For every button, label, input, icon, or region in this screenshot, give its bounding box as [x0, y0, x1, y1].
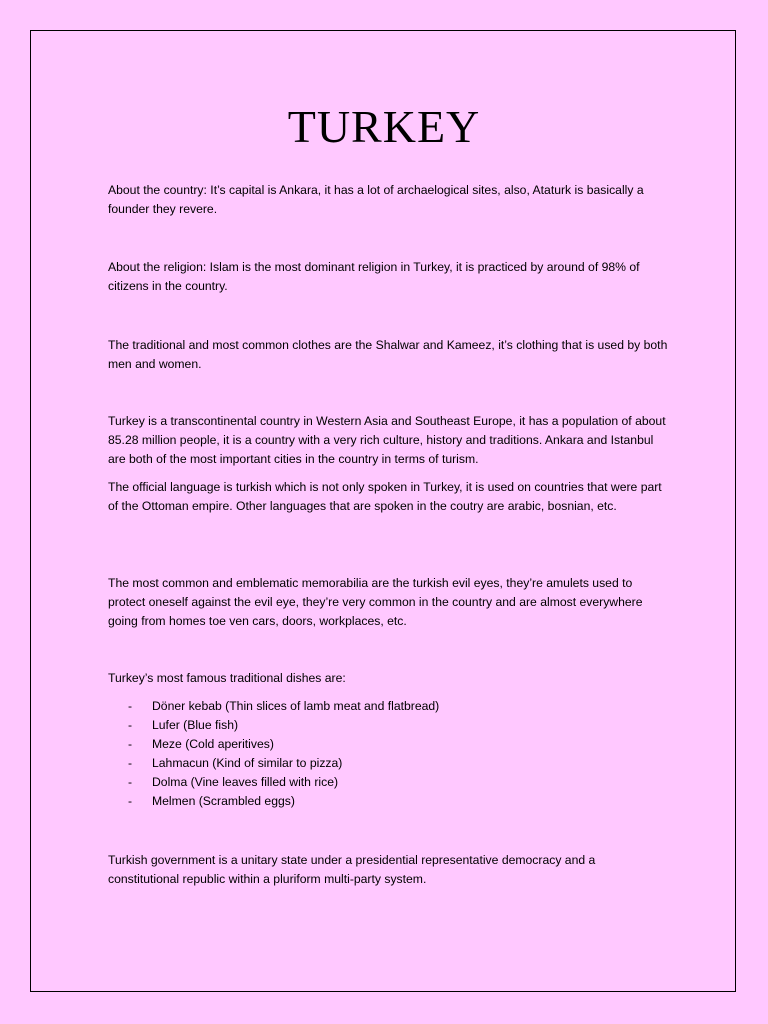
paragraph-language: The official language is turkish which is not only spoken in Turkey, it is used on countries that were part of the Ottoman empire. Other languages that are spoken in the coutry are arabic, bosnian, etc.: [108, 480, 662, 513]
list-item: [108, 735, 668, 754]
dish-label: Dolma (Vine leaves filled with rice): [152, 775, 339, 789]
paragraph-clothes: The traditional and most common clothes are the Shalwar and Kameez, it’s clothing that is used by both men and women.: [108, 338, 668, 371]
paragraph-about-religion: About the religion: Islam is the most dominant religion in Turkey, it is practiced by around of 98% of citizens in the country.: [108, 260, 640, 293]
bullet-dash: -: [128, 737, 133, 751]
bullet-dash: -: [128, 756, 133, 770]
dish-label: Melmen (Scrambled eggs): [152, 794, 295, 808]
paragraph-overview: Turkey is a transcontinental country in Western Asia and Southeast Europe, it has a population of about 85.28 million people, it is a country with a very rich culture, history and traditions. Ankara and Istanbul are both of the most important cities in the country in terms of turism.: [108, 414, 666, 466]
bullet-dash: -: [128, 718, 133, 732]
dish-label: Meze (Cold aperitives): [152, 737, 274, 751]
bullet-dash: -: [128, 794, 133, 808]
list-item: [108, 697, 668, 716]
list-item: [108, 792, 668, 811]
paragraph-dishes-intro: Turkey’s most famous traditional dishes are:: [108, 671, 346, 685]
list-item: [108, 716, 668, 735]
list-item: [108, 773, 668, 792]
page-title: TURKEY: [287, 101, 481, 152]
bullet-dash: -: [128, 699, 133, 713]
dish-label: Lahmacun (Kind of similar to pizza): [152, 756, 343, 770]
paragraph-about-country: About the country: It’s capital is Ankara, it has a lot of archaelogical sites, also, Ataturk is basically a founder they revere.: [108, 183, 644, 216]
bullet-dash: -: [128, 775, 133, 789]
dishes-list: [108, 697, 668, 811]
dish-label: Lufer (Blue fish): [152, 718, 239, 732]
list-item: [108, 754, 668, 773]
paragraph-government: Turkish government is a unitary state under a presidential representative democracy and a constitutional republic within a pluriform multi-party system.: [108, 853, 596, 886]
dish-label: Döner kebab (Thin slices of lamb meat and flatbread): [152, 699, 440, 713]
paragraph-memorabilia: The most common and emblematic memorabilia are the turkish evil eyes, they’re amulets used to protect oneself against the evil eye, they’re very common in the country and are almost everywhere going from homes toe ven cars, doors, workplaces, etc.: [108, 576, 643, 628]
